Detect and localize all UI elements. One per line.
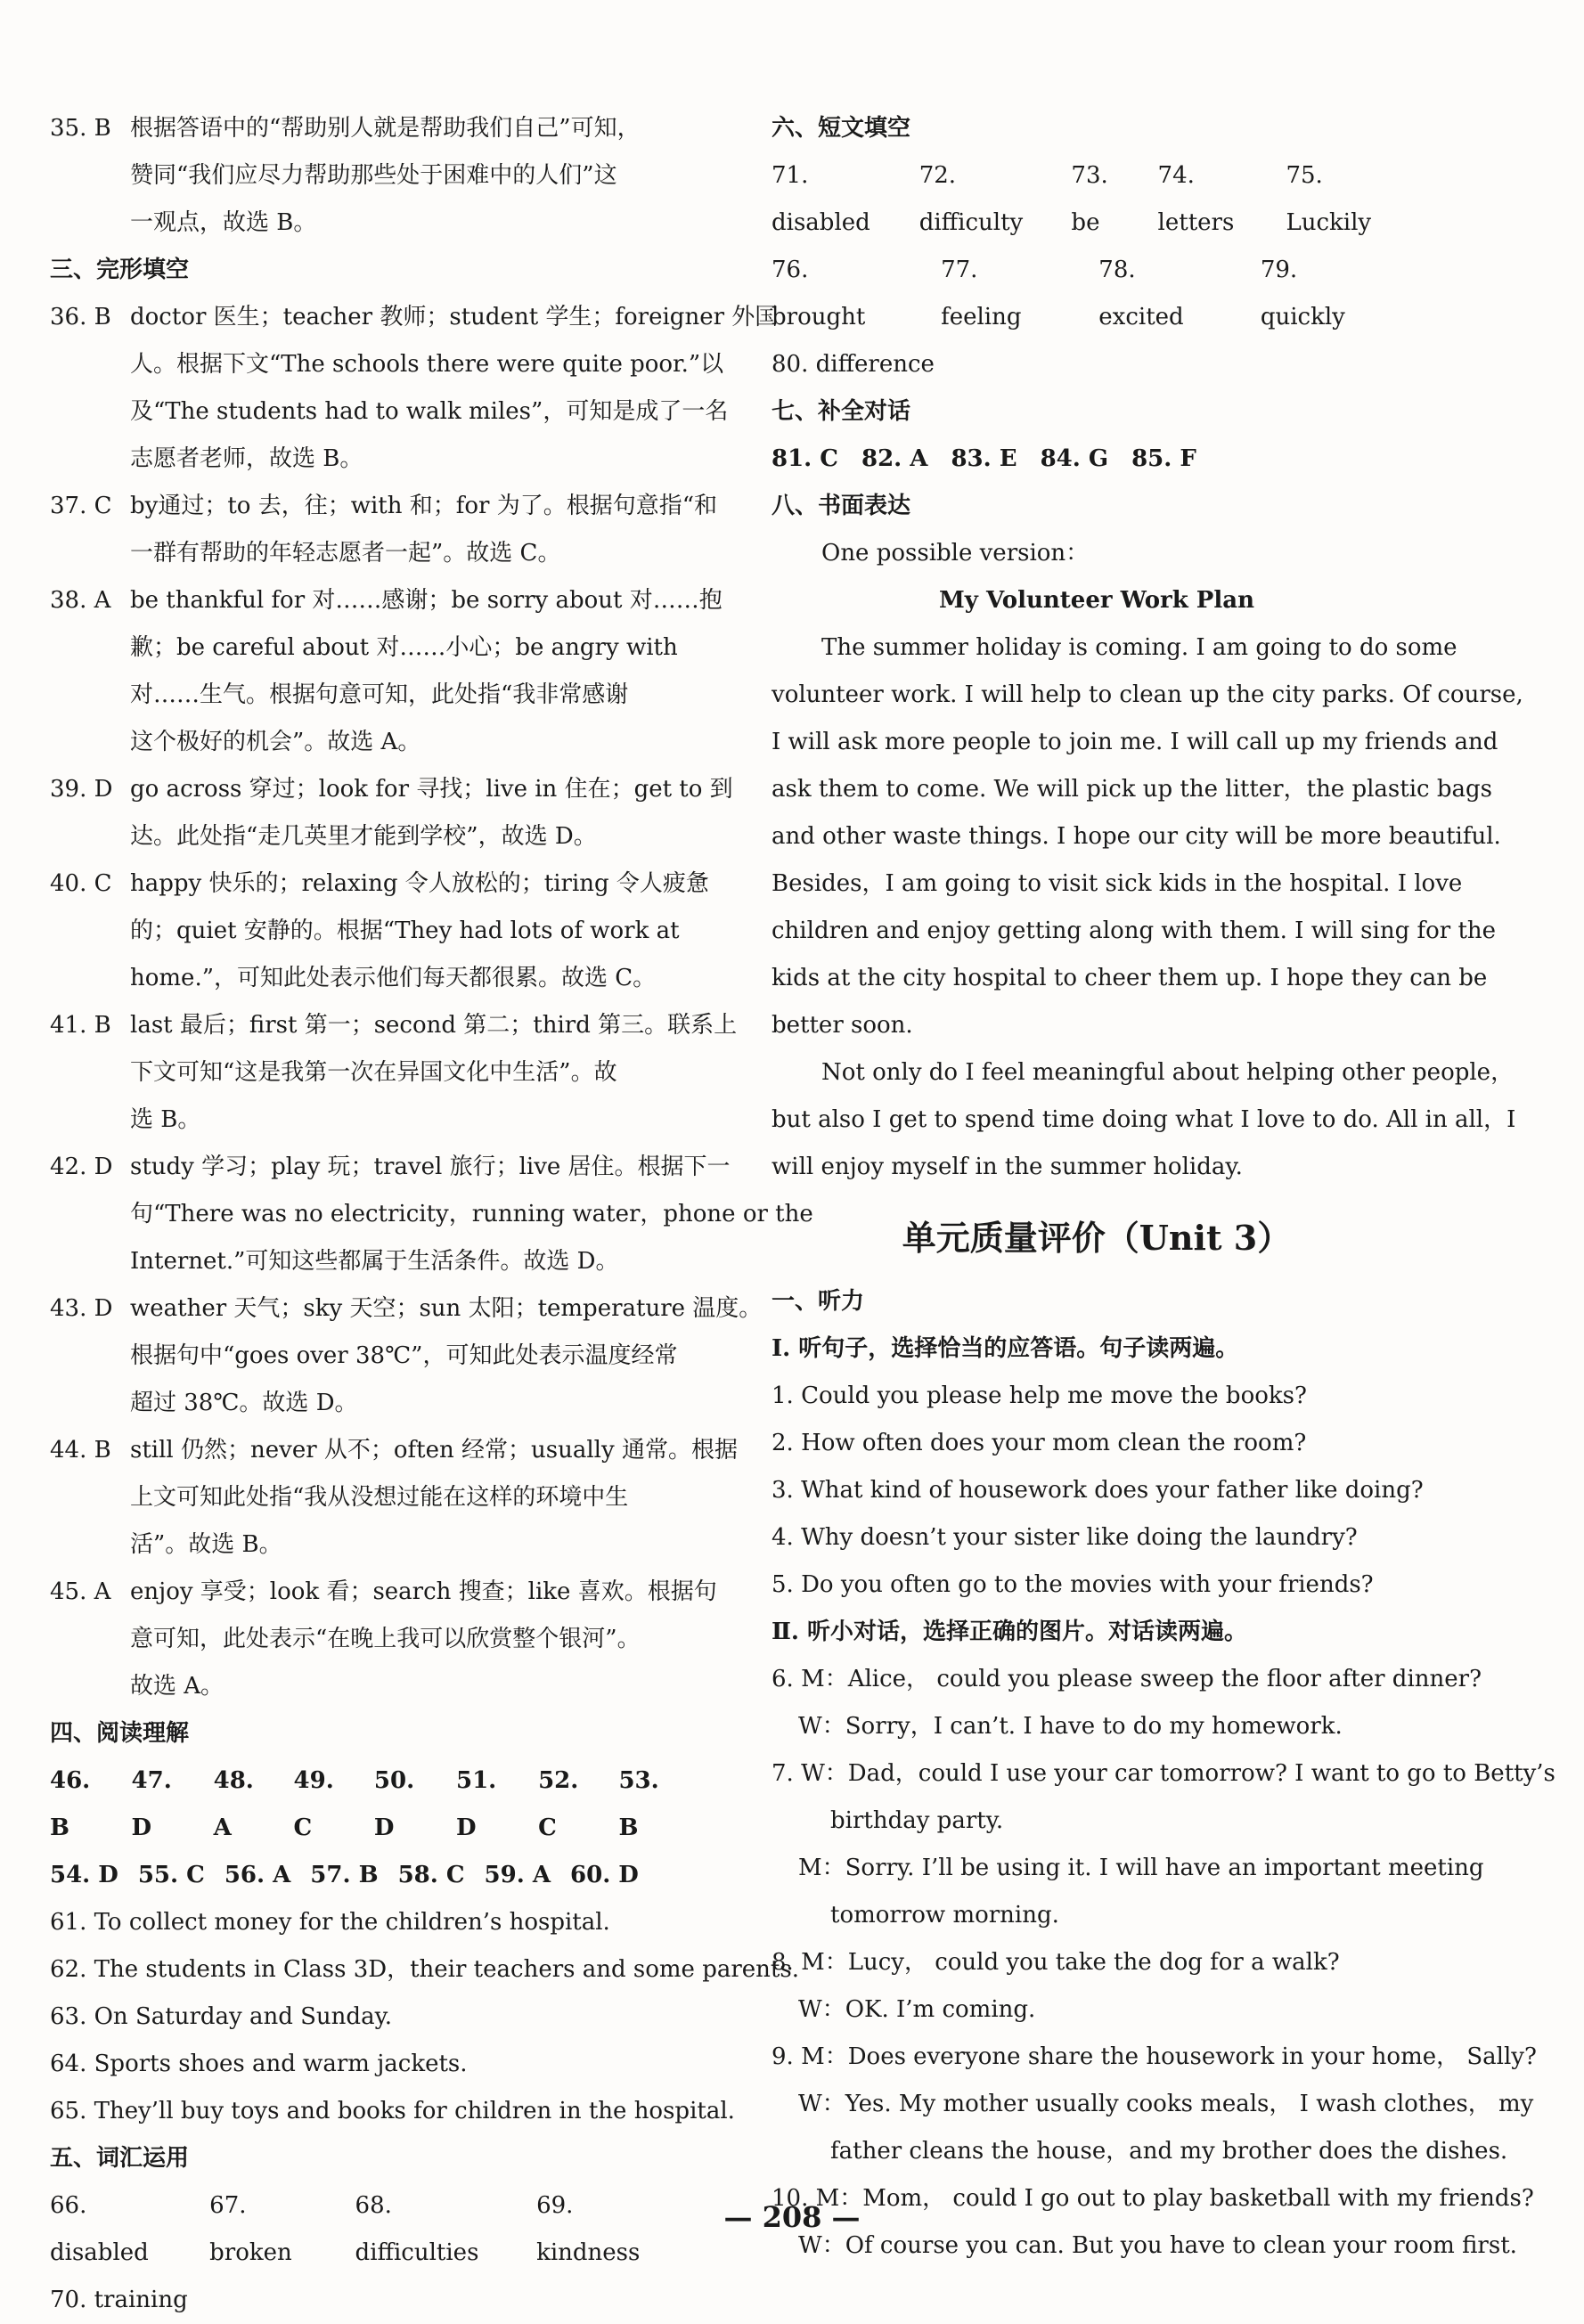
dialogue-line: 10. M：Mom， could I go out to play basketball with my friends? — [772, 2185, 1534, 2212]
answer-cell — [456, 1757, 518, 1852]
explanation-line: Internet.”可知这些都属于生活条件。故选 D。 — [130, 1248, 619, 1275]
dialogue-line: 7. W：Dad，could I use your car tomorrow? I want to go to Betty’s — [772, 1760, 1555, 1787]
answer-number: 39. D — [50, 776, 113, 803]
answer-cell: 73. be — [1071, 162, 1108, 236]
answer-text: 83. E — [951, 445, 1017, 472]
answer-cell — [538, 1757, 599, 1852]
section-heading: 一、听力 — [772, 1288, 865, 1315]
dialogue-line: tomorrow morning. — [830, 1902, 1059, 1929]
explanation-line: go across 穿过；look for 寻找；live in 住在；get to 到 — [130, 776, 733, 803]
answer-text: 47. D — [131, 1767, 172, 1841]
listening-sentence: 4. Why doesn’t your sister like doing the laundry? — [772, 1524, 1358, 1551]
answer-cell: 68. difficulties — [355, 2192, 479, 2266]
dialogue-line: W：Sorry，I can’t. I have to do my homework. — [798, 1713, 1343, 1740]
unit-title: 单元质量评价（Unit 3） — [902, 1218, 1292, 1258]
answer-number: 38. A — [50, 587, 111, 614]
explanation-line: happy 快乐的；relaxing 令人放松的；tiring 令人疲惫 — [130, 870, 709, 897]
answer-explanation — [130, 294, 779, 483]
answer-cell — [861, 436, 927, 483]
explanation-line: 意可知，此处表示“在晚上我可以欣赏整个银河”。 — [130, 1626, 641, 1652]
essay-line: volunteer work. I will help to clean up the city parks. Of course, — [772, 681, 1523, 708]
answer-explanation — [130, 860, 709, 1002]
answer-cell — [132, 1757, 194, 1852]
reading-answer: 61. To collect money for the children’s hospital. — [50, 1909, 610, 1936]
explanation-line: 这个极好的机会”。故选 A。 — [130, 729, 421, 755]
explanation-line: enjoy 享受；look 看；search 搜查；like 喜欢。根据句 — [130, 1578, 717, 1605]
essay-title: My Volunteer Work Plan — [939, 587, 1254, 614]
answer-number: 45. A — [50, 1578, 111, 1605]
explanation-line: 的；quiet 安静的。根据“They had lots of work at — [130, 917, 680, 944]
explanation-line: 根据答语中的“帮助别人就是帮助我们自己”可知， — [130, 115, 641, 142]
explanation-line: 达。此处指“走几英里才能到学校”，故选 D。 — [130, 823, 597, 850]
section-heading: 三、完形填空 — [50, 257, 190, 283]
explanation-line: be thankful for 对……感谢；be sorry about 对……抱 — [130, 587, 723, 614]
answer-cell: 71. disabled — [772, 162, 870, 236]
answer-item — [50, 1144, 813, 1285]
page-number: — 208 — — [723, 2200, 861, 2234]
answer-cell — [1131, 436, 1196, 483]
answer-cell: 70. training — [50, 2287, 188, 2313]
dialogue-line: W：Of course you can. But you have to clean your room first. — [798, 2232, 1517, 2259]
reading-answer: 63. On Saturday and Sunday. — [50, 2003, 393, 2030]
dialogue-line: W：Yes. My mother usually cooks meals， I wash clothes， my — [798, 2091, 1534, 2117]
essay-line: better soon. — [772, 1012, 913, 1039]
answer-explanation — [130, 1144, 813, 1285]
answer-number: 42. D — [50, 1154, 113, 1180]
answer-item — [50, 483, 717, 577]
explanation-line: 赞同“我们应尽力帮助那些处于困难中的人们”这 — [130, 162, 617, 189]
dialogue-line: 8. M：Lucy， could you take the dog for a walk? — [772, 1949, 1340, 1976]
answer-explanation — [130, 766, 733, 860]
answer-text: 48. A — [213, 1767, 254, 1841]
answer-explanation — [130, 105, 700, 247]
answer-text: 85. F — [1131, 445, 1196, 472]
essay-line: will enjoy myself in the summer holiday. — [772, 1154, 1243, 1180]
answer-cell — [50, 1757, 112, 1852]
answer-cell — [570, 1852, 639, 1899]
answer-cell — [138, 1852, 205, 1899]
explanation-line: still 仍然；never 从不；often 经常；usually 通常。根据 — [130, 1437, 738, 1464]
answer-number: 41. B — [50, 1012, 111, 1039]
answer-item — [50, 1002, 738, 1144]
answer-item — [50, 1569, 717, 1710]
essay-line: The summer holiday is coming. I am going to do some — [821, 634, 1457, 661]
answer-number: 36. B — [50, 304, 111, 330]
answer-row — [50, 2277, 700, 2324]
section-heading: 四、阅读理解 — [50, 1720, 190, 1747]
answer-cell: 66. disabled — [50, 2192, 149, 2266]
answer-cell — [618, 1757, 681, 1852]
answer-text: 81. C — [772, 445, 838, 472]
answer-row — [772, 436, 1422, 483]
explanation-line: 根据句中“goes over 38℃”，可知此处表示温度经常 — [130, 1342, 678, 1369]
section-heading: 五、词汇运用 — [50, 2145, 190, 2172]
listening-sentence: 5. Do you often go to the movies with your friends? — [772, 1571, 1374, 1598]
answer-cell — [294, 1757, 355, 1852]
answer-number: 40. C — [50, 870, 112, 897]
answer-cell: 77. feeling — [941, 257, 1022, 330]
answer-row — [772, 152, 1422, 247]
answer-row — [50, 1852, 700, 1899]
answer-cell: 74. letters — [1157, 162, 1235, 236]
dialogue-line: W：OK. I’m coming. — [798, 1996, 1036, 2023]
answer-text: 59. A — [484, 1862, 551, 1888]
right-column — [772, 105, 1555, 2270]
essay-line: kids at the city hospital to cheer them up. I hope they can be — [772, 965, 1488, 991]
answer-item — [50, 577, 723, 766]
explanation-line: weather 天气；sky 天空；sun 太阳；temperature 温度。 — [130, 1295, 763, 1322]
answer-text: 84. G — [1040, 445, 1109, 472]
essay-line: ask them to come. We will pick up the litter，the plastic bags — [772, 776, 1492, 803]
answer-cell: 75. Luckily — [1286, 162, 1372, 236]
answer-cell — [398, 1852, 465, 1899]
essay-line: Not only do I feel meaningful about helping other people， — [821, 1059, 1515, 1086]
answer-text: 50. D — [373, 1767, 415, 1841]
dialogue-line: birthday party. — [830, 1807, 1004, 1834]
answer-cell: 80. difference — [772, 351, 935, 378]
answer-item — [50, 1427, 738, 1569]
explanation-line: 下文可知“这是我第一次在异国文化中生活”。故 — [130, 1059, 617, 1086]
listening-sentence: 2. How often does your mom clean the room? — [772, 1430, 1307, 1456]
explanation-line: 故选 A。 — [130, 1673, 225, 1700]
answer-explanation — [130, 1002, 738, 1144]
explanation-line: 一群有帮助的年轻志愿者一起”。故选 C。 — [130, 540, 561, 567]
answer-item — [50, 766, 733, 860]
answer-row — [772, 247, 1422, 341]
explanation-line: 对……生气。根据句意可知，此处指“我非常感谢 — [130, 681, 629, 708]
answer-text: 53. B — [618, 1767, 659, 1841]
essay-line: but also I get to spend time doing what I love to do. All in all，I — [772, 1106, 1516, 1133]
answer-cell: 72. difficulty — [919, 162, 1024, 236]
part-heading: Ⅰ. 听句子，选择恰当的应答语。句子读两遍。 — [772, 1335, 1239, 1362]
answer-row — [772, 341, 1422, 388]
answer-number: 43. D — [50, 1295, 113, 1322]
answer-item — [50, 1285, 763, 1427]
answer-cell — [214, 1757, 274, 1852]
dialogue-line: M：Sorry. I’ll be using it. I will have an important meeting — [798, 1855, 1484, 1881]
answer-item — [50, 860, 709, 1002]
explanation-line: 超过 38℃。故选 D。 — [130, 1390, 358, 1416]
answer-text: 52. C — [538, 1767, 579, 1841]
answer-text: 49. C — [293, 1767, 334, 1841]
answer-cell: 69. kindness — [536, 2192, 641, 2266]
answer-cell — [310, 1852, 378, 1899]
explanation-line: 一观点，故选 B。 — [130, 209, 317, 236]
answer-number: 37. C — [50, 493, 112, 519]
explanation-line: 活”。故选 B。 — [130, 1531, 282, 1558]
part-heading: Ⅱ. 听小对话，选择正确的图片。对话读两遍。 — [772, 1619, 1248, 1645]
answer-cell: 78. excited — [1098, 257, 1184, 330]
essay-line: I will ask more people to join me. I will call up my friends and — [772, 729, 1498, 755]
answer-cell — [951, 436, 1017, 483]
answer-cell: 67. broken — [209, 2192, 292, 2266]
answer-text: 54. D — [50, 1862, 118, 1888]
explanation-line: 句“There was no electricity，running water，phone or the — [130, 1201, 813, 1227]
explanation-line: last 最后；first 第一；second 第二；third 第三。联系上 — [130, 1012, 738, 1039]
answer-explanation — [130, 1569, 717, 1710]
version-label: One possible version： — [821, 540, 1090, 567]
answer-text: 51. D — [455, 1767, 497, 1841]
answer-cell — [50, 1852, 118, 1899]
explanation-line: by通过；to 去，往；with 和；for 为了。根据句意指“和 — [130, 493, 717, 519]
answer-number: 44. B — [50, 1437, 111, 1464]
answer-explanation — [130, 1427, 738, 1569]
essay-line: and other waste things. I hope our city will be more beautiful. — [772, 823, 1501, 850]
dialogue-line: father cleans the house，and my brother does the dishes. — [830, 2138, 1508, 2165]
answer-explanation — [130, 1285, 763, 1427]
explanation-line: 人。根据下文“The schools there were quite poor.”以 — [130, 351, 724, 378]
answer-text: 57. B — [310, 1862, 379, 1888]
answer-cell — [225, 1852, 290, 1899]
explanation-line: home.”，可知此处表示他们每天都很累。故选 C。 — [130, 965, 657, 991]
explanation-line: 志愿者老师，故选 B。 — [130, 445, 363, 472]
section-heading: 七、补全对话 — [772, 398, 911, 425]
answer-cell: 76. brought — [772, 257, 866, 330]
answer-cell — [772, 436, 838, 483]
listening-sentence: 3. What kind of housework does your father like doing? — [772, 1477, 1424, 1504]
essay-line: children and enjoy getting along with them. I will sing for the — [772, 917, 1497, 944]
answer-explanation — [130, 577, 723, 766]
answer-text: 46. B — [50, 1767, 91, 1841]
answer-text: 58. C — [397, 1862, 465, 1888]
explanation-line: study 学习；play 玩；travel 旅行；live 居住。根据下一 — [130, 1154, 731, 1180]
section-heading: 八、书面表达 — [772, 493, 911, 519]
reading-answer: 65. They’ll buy toys and books for children in the hospital. — [50, 2098, 735, 2124]
reading-answer: 64. Sports shoes and warm jackets. — [50, 2051, 468, 2077]
answer-explanation — [130, 483, 717, 577]
dialogue-line: 6. M：Alice， could you please sweep the floor after dinner? — [772, 1666, 1482, 1692]
answer-row — [50, 1757, 700, 1852]
answer-cell — [485, 1852, 551, 1899]
answer-text: 56. A — [224, 1862, 291, 1888]
listening-sentence: 1. Could you please help me move the books? — [772, 1382, 1307, 1409]
explanation-line: 上文可知此处指“我从没想过能在这样的环境中生 — [130, 1484, 629, 1511]
answer-cell: 79. quickly — [1260, 257, 1345, 330]
section-heading: 六、短文填空 — [772, 115, 911, 142]
answer-text: 55. C — [137, 1862, 205, 1888]
explanation-line: 及“The students had to walk miles”，可知是成了一名 — [130, 398, 729, 425]
answer-cell — [374, 1757, 437, 1852]
reading-answer: 62. The students in Class 3D，their teachers and some parents. — [50, 1956, 799, 1983]
dialogue-line: 9. M：Does everyone share the housework in your home， Sally? — [772, 2043, 1537, 2070]
answer-item — [50, 105, 700, 247]
explanation-line: 选 B。 — [130, 1106, 201, 1133]
answer-item — [50, 294, 779, 483]
answer-text: 82. A — [861, 445, 928, 472]
explanation-line: doctor 医生；teacher 教师；student 学生；foreigner 外国 — [130, 304, 779, 330]
explanation-line: 歉；be careful about 对……小心；be angry with — [130, 634, 678, 661]
answer-text: 60. D — [570, 1862, 639, 1888]
essay-line: Besides，I am going to visit sick kids in the hospital. I love — [772, 870, 1463, 897]
answer-cell — [1041, 436, 1109, 483]
answer-number: 35. B — [50, 115, 111, 142]
